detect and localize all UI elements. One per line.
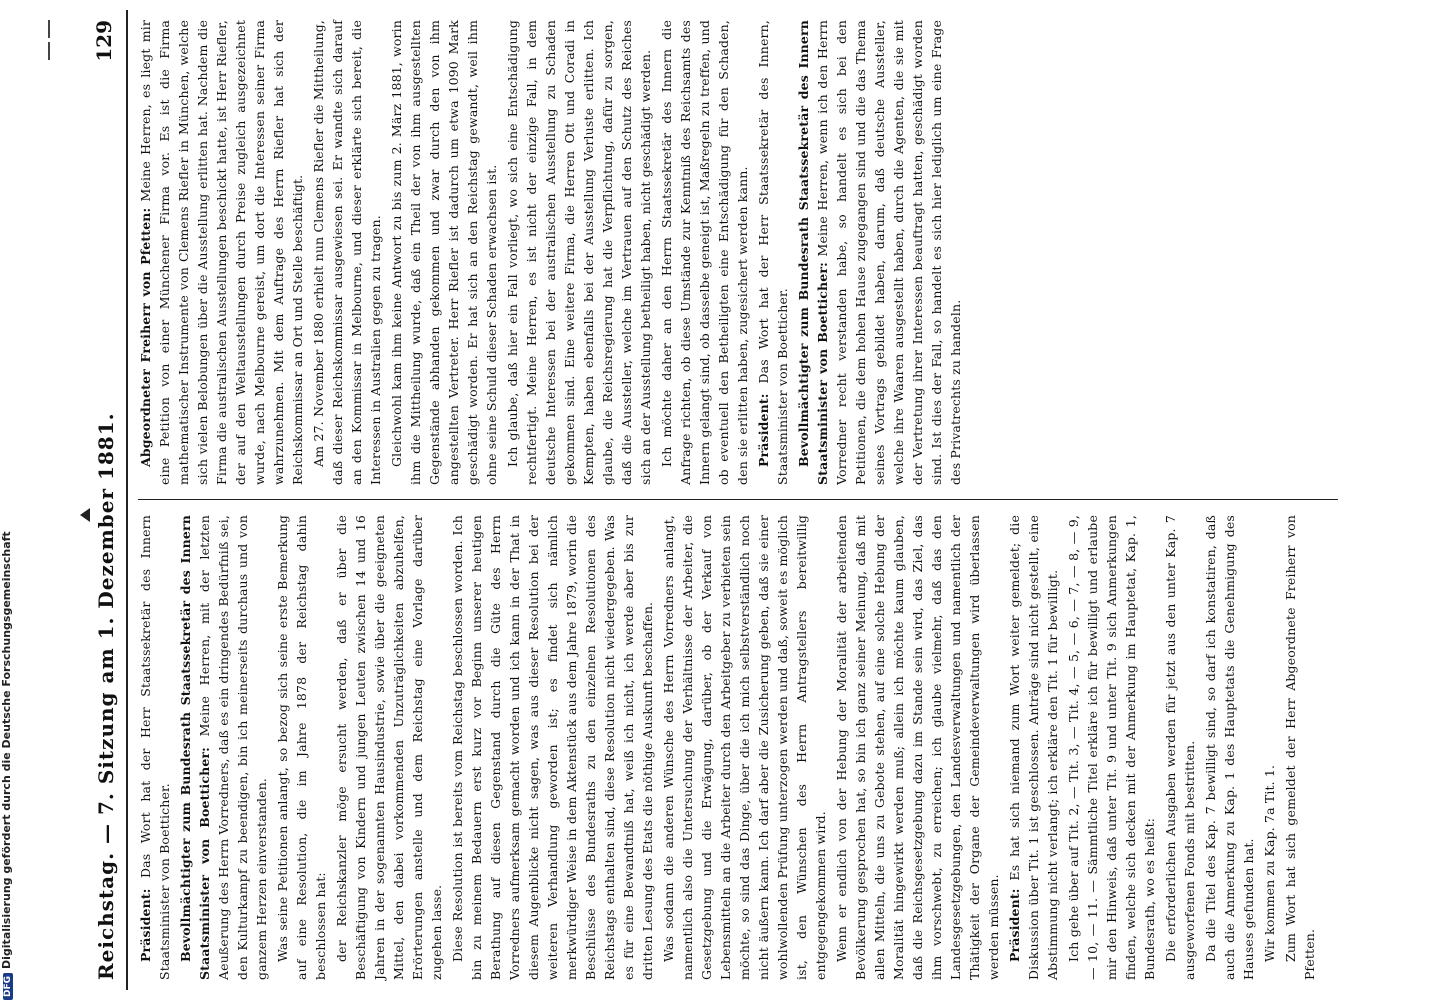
paragraph-text: Wenn er endlich von der Hebung der Moralität der arbeitenden Bevölkerung gesprochen hat, so bin ich ganz seiner Meinung, daß mit allen Mitteln, die uns zu Gebote stehen, auf eine solche Hebung der Moralität hingewirkt werden muß; allein ich möchte kaum glauben, daß die Reichsgesetzgebung dazu im Stande sein wird, das Ziel, das ihm vorschwebt, zu erreichen; ich glaube vielmehr, daß das den Landesgesetzgebungen, den Landesverwaltungen und namentlich der Thätigkeit der Organe der Gemeindeverwaltungen wird überlassen werden müssen.: [834, 515, 1001, 980]
paragraph-text: Die erforderlichen Ausgaben werden für jetzt aus den unter Kap. 7 ausgeworfenen Fonds mit bestritten.: [1163, 515, 1197, 980]
paragraph: [448, 515, 657, 980]
document-page: [86, 10, 1376, 990]
paragraph: [832, 515, 1003, 980]
paragraph-text: Ich glaube, daß hier ein Fall vorliegt, wo sich eine Entschädigung rechtfertigt. Meine Herren, es ist nicht der einzige Fall, in dem deutsche Interessen bei der australischen Ausstellung zu Schaden gekommen sind. Eine weitere Firma, die Herren Ott und Coradi in Kempten, haben ebenfalls bei der Ausstellung Verluste erlitten. Ich glaube, die Reichsregierung hat die Verpflichtung, dafür zu sorgen, daß die Aussteller, welche im Vertrauen auf den Schutz des Reiches sich an der Ausstellung betheiligt haben, nicht geschädigt werden.: [505, 20, 653, 485]
paragraph-text: Was sodann die anderen Wünsche des Herrn Vorredners anlangt, namentlich also die Untersuchung der Verhältnisse der Arbeiter, die Gesetzgebung und die Erwägung, darüber, ob der Verkauf von Lebensmitteln an die Arbeiter durch den Arbeitgeber zu verbieten sein möchte, so sind das Dinge, über die ich mich selbstverständlich noch nicht äußern kann. Ich darf aber die Zusicherung geben, daß sie einer wohlwollenden Prüfung unterzogen werden und daß, soweit es möglich ist, den Wünschen des Herrn Antragstellers bereitwillig entgegengekommen wird.: [661, 514, 828, 980]
paragraph: [1064, 515, 1159, 980]
paragraph: [1161, 515, 1199, 980]
paragraph: [1005, 515, 1062, 980]
right-column: [136, 20, 967, 485]
speaker-name: Präsident:: [1007, 888, 1022, 962]
paragraph: [387, 20, 501, 485]
speaker-name: Präsident:: [756, 393, 771, 467]
paragraph-text: Das Wort hat der Herr Staatssekretär des Innern, Staatsminister von Boetticher.: [756, 20, 790, 485]
paragraph-text: Meine Herren, wenn ich den Herrn Vorredner recht verstanden habe, so handelt es sich bei den Petitionen, die dem hohen Hause zugegangen sind und die das Thema seines Vortrags gebildet haben, darum, daß deutsche Aussteller, welche ihre Waaren ausgestellt haben, durch die Agenten, die sie mit der Vertretung ihrer Interessen beauftragt hatten, geschädigt worden sind. Ist dies der Fall, so handelt es sich hier lediglich um eine Frage des Privatrechts zu handeln.: [815, 19, 963, 485]
speaker-name: Präsident:: [138, 888, 153, 962]
paragraph-text: Diese Resolution ist bereits vom Reichstag beschlossen worden. Ich bin zu meinem Bedauern erst kurz vor Beginn unserer heutigen Berathung auf diesen Gegenstand durch die Güte des Herrn Vorredners aufmerksam gemacht worden und ich kann in der That in diesem Augenblicke nicht sagen, was aus dieser Resolution bei der weiteren Verhandlung geworden ist; es findet sich nämlich merkwürdiger Weise in dem Aktenstück aus dem Jahre 1879, worin die Beschlüsse des Bundesraths zu den einzelnen Resolutionen des Reichstags enthalten sind, diese Resolution nicht wiedergegeben. Was es für eine Bewandtniß hat, weiß ich nicht, ich werde aber bis zur dritten Lesung des Etats die nöthige Auskunft beschaffen.: [450, 515, 655, 980]
margin-marks: [40, 20, 60, 60]
paragraph-text: Gleichwohl kam ihm keine Antwort zu bis zum 2. März 1881, worin ihm die Mittheilung wurde, daß ein Theil der von ihm ausgestellten Gegenstände abhanden gekommen und zwar durch den von ihm angestellten Vertreter. Herr Riefler ist dadurch um etwa 1090 Mark geschädigt worden. Er hat sich an den Reichstag gewandt, weil ihm ohne seine Schuld dieser Schaden erwachsen ist.: [389, 20, 499, 485]
dfg-logo: DFG: [3, 973, 13, 1000]
paragraph: [1281, 515, 1319, 980]
paragraph: [176, 515, 271, 980]
page-header: [86, 10, 128, 990]
paragraph-text: Meine Herren, es liegt mir eine Petition von einer Münchener Firma vor. Es ist die Firma mathematischer Instrumente von Clemens Riefler in München, welche sich vielen Belobungen über die Ausstellung erlitten hat. Nachdem die Firma die australischen Ausstellungen beschickt hatte, ist Herr Riefler, der auf den Weltausstellungen durch Preise zugleich ausgezeichnet wurde, nach Melbourne gereist, um dort die Interessen seiner Firma wahrzunehmen. Mit dem Auftrage des Herrn Riefler hat sich der Reichskommissar an Ort und Stelle beschäftigt.: [138, 20, 305, 485]
paragraph-text: Was seine Petitionen anlangt, so bezog sich seine erste Bemerkung auf eine Resolution, die im Jahre 1878 der Reichstag dahin beschlossen hat:: [275, 515, 328, 980]
paragraph-text: Am 27. November 1880 erhielt nun Clemens Riefler die Mittheilung, daß dieser Reichskommissar ausgewiesen sei. Er wandte sich darauf an den Kommissar in Melbourne, und dieser erklärte sich bereit, die Interessen in Australien gegen zu tragen.: [311, 20, 383, 485]
paragraph-text: Es hat sich niemand zum Wort weiter gemeldet; die Diskussion über Tit. 1 ist geschlossen. Anträge sind nicht gestellt, eine Abstimmung nicht verlangt; ich erkläre den Tit. 1 für bewilligt.: [1007, 514, 1060, 980]
paragraph: [657, 20, 752, 485]
speaker-name: Abgeordneter Freiherr von Pfetten:: [138, 207, 153, 467]
paragraph: [754, 20, 792, 485]
page-number: 129: [92, 20, 116, 62]
paragraph: [332, 515, 446, 980]
paragraph: [1260, 515, 1279, 980]
speaker-name: Bevollmächtigter zum Bundesrath Staatssekretär des Innern Staatsminister von Boetticher:: [178, 515, 212, 980]
left-column: [136, 515, 1321, 980]
paragraph: [659, 515, 830, 980]
paragraph: [273, 515, 330, 980]
paragraph: [136, 20, 307, 485]
paragraph-text: Da die Titel des Kap. 7 bewilligt sind, so darf ich konstatiren, daß auch die Anmerkung zu Kap. 1 des Hauptetats die Genehmigung des Hauses gefunden hat.: [1203, 515, 1256, 980]
running-title: Reichstag. — 7. Sitzung am 1. Dezember 1881.: [94, 412, 118, 980]
paragraph-text: Meine Herren, mit der letzten Aeußerung des Herrn Vorredners, daß es ein dringendes Bedürfniß sei, den Kulturkampf zu beendigen, bin ich meinerseits durchaus und von ganzem Herzen einverstanden.: [197, 515, 269, 980]
paragraph: [503, 20, 655, 485]
dfg-watermark: [0, 0, 14, 1000]
paragraph-text: Ich gehe über auf Tit. 2, — Tit. 3, — Tit. 4, — 5, — 6, — 7, — 8, — 9, — 10, — 11. — Sämmtliche Titel erkläre ich für bewilligt und erlaube mir den Hinweis, daß unter Tit. 9 und unter Tit. 9 sich Anmerkungen finden, welche sich decken mit der Anmerkung im Hauptetat, Kap. 1, Bundesrath, wo es heißt:: [1066, 515, 1157, 980]
paragraph-text: Wir kommen zu Kap. 7a Tit. 1.: [1262, 764, 1277, 962]
speaker-name: Bevollmächtigter zum Bundesrath Staatssekretär des Innern Staatsminister von Boetticher:: [796, 20, 830, 485]
paragraph: [1201, 515, 1258, 980]
column-divider: [138, 499, 1338, 500]
watermark-text: Digitalisierung gefördert durch die Deutsche Forschungsgemeinschaft: [0, 531, 13, 969]
paragraph: [309, 20, 385, 485]
paragraph: [794, 20, 965, 485]
paragraph-text: Zum Wort hat sich gemeldet der Herr Abgeordnete Freiherr von Pfetten.: [1283, 515, 1317, 980]
paragraph: [136, 515, 174, 980]
paragraph-text: der Reichskanzler möge ersucht werden, daß er über die Beschäftigung von Kindern und jungen Leuten zwischen 14 und 16 Jahren in der sogenannten Hausindustrie, sowie über die geeigneten Mittel, den dabei vorkommenden Unzuträglichkeiten abzuhelfen, Erörterungen anstelle und dem Reichstag eine Vorlage darüber zugehen lasse.: [334, 515, 444, 980]
paragraph-text: Das Wort hat der Herr Staatssekretär des Innern Staatsminister von Boetticher.: [138, 515, 172, 980]
paragraph-text: Ich möchte daher an den Herrn Staatssekretär des Innern die Anfrage richten, ob diese Umstände zur Kenntniß des Reichsamts des Innern gelangt sind, ob dasselbe geneigt ist, Maßregeln zu treffen, und ob eventuell den Betheiligten eine Entschädigung für den Schaden, den sie erlitten haben, zugesichert werden kann.: [659, 20, 750, 485]
